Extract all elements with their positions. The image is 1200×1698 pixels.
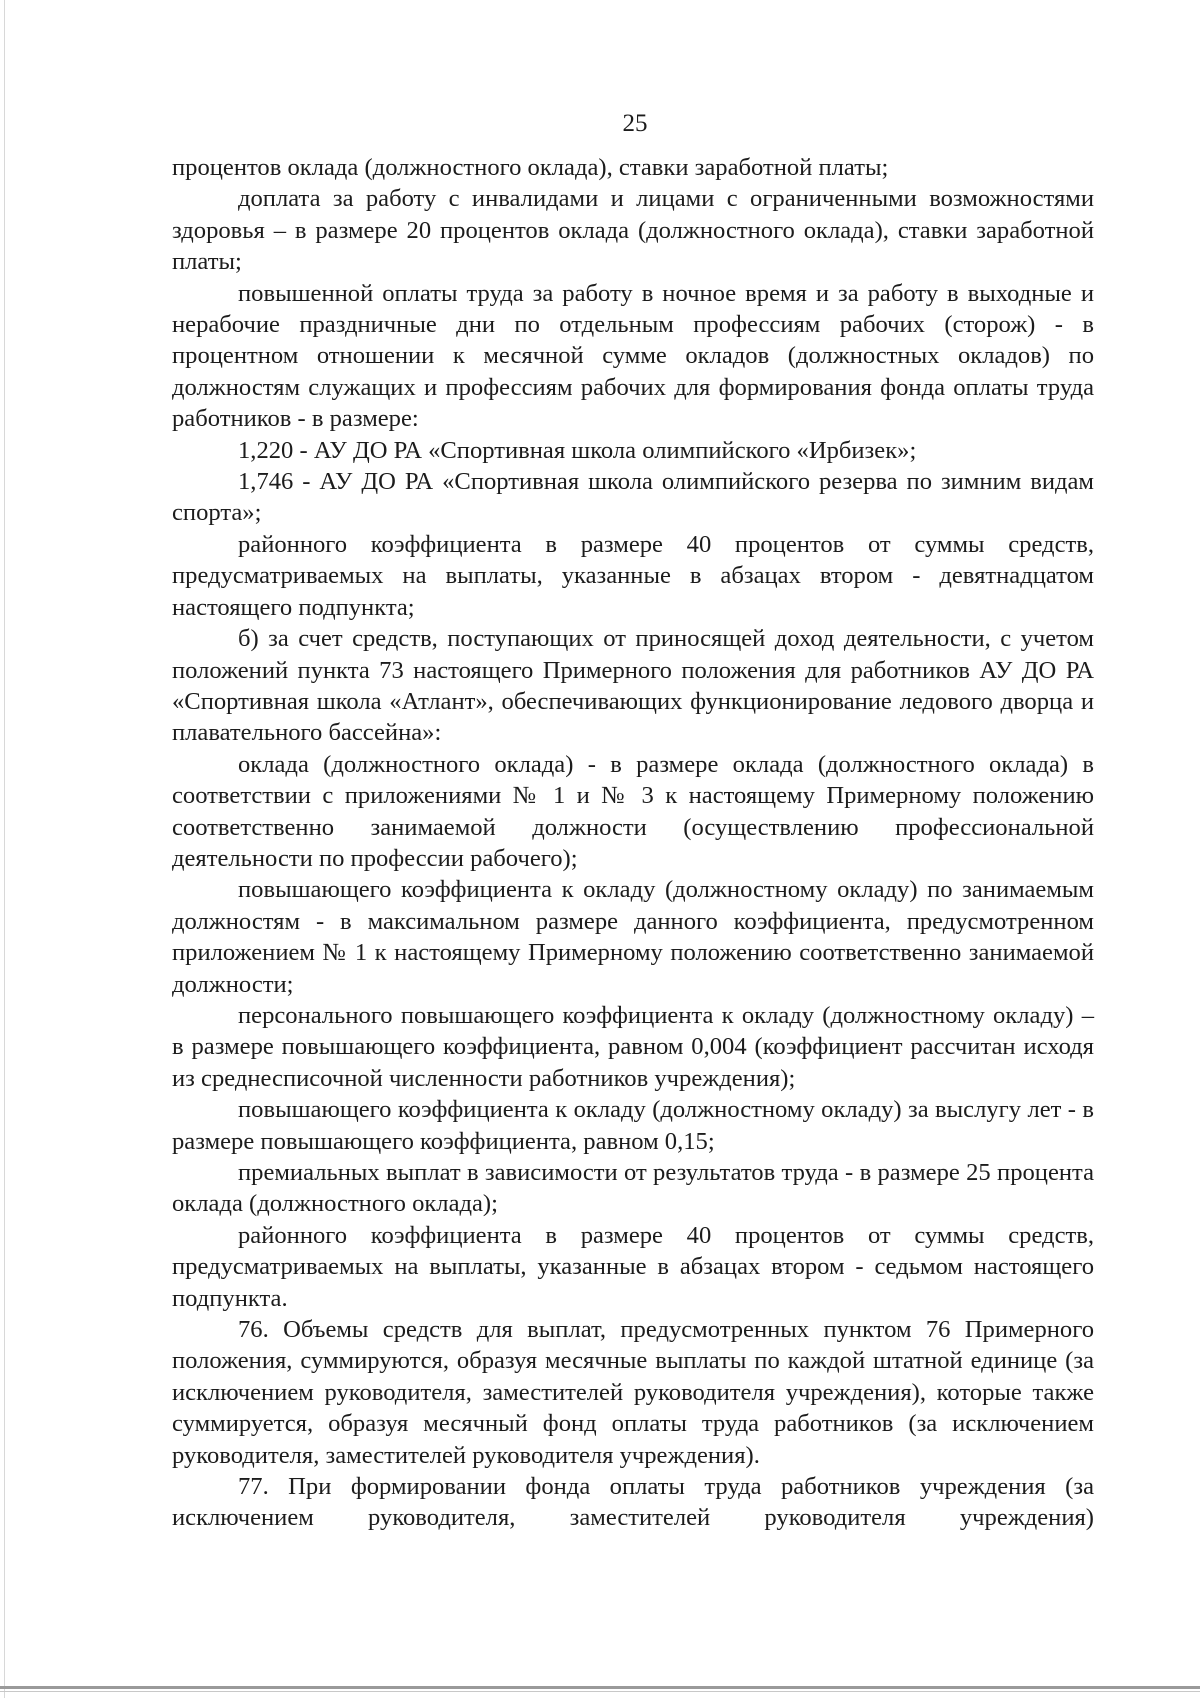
paragraph: повышающего коэффициента к окладу (должностному окладу) за выслугу лет - в размере повышающего коэффициента, равном 0,15;: [172, 1096, 1094, 1155]
paragraph: оклада (должностного оклада) - в размере оклада (должностного оклада) в соответствии с приложениями № 1 и № 3 к настоящему Примерному положению соответственно занимаемой должности (осуществлению профессиональной деятельности по профессии рабочего);: [172, 750, 1094, 872]
paragraph: 1,220 - АУ ДО РА «Спортивная школа олимпийского «Ирбизек»;: [238, 436, 917, 464]
paragraph: районного коэффициента в размере 40 процентов от суммы средств, предусматриваемых на выплаты, указанные в абзацах втором - седьмом настоящего подпункта.: [172, 1221, 1094, 1312]
scan-bottom-edge: [0, 1686, 1200, 1689]
page-number: 25: [622, 110, 648, 137]
paragraph: процентов оклада (должностного оклада), ставки заработной платы;: [172, 154, 889, 181]
paragraph: доплата за работу с инвалидами и лицами с ограниченными возможностями здоровья – в размере 20 процентов оклада (должностного оклада), ставки заработной платы;: [172, 185, 1094, 276]
page-edge: [4, 0, 5, 1698]
paragraph: повышенной оплаты труда за работу в ночное время и за работу в выходные и нерабочие праздничные дни по отдельным профессиям рабочих (сторож) - в процентном отношении к месячной сумме окладов (должностных окладов) по должностям служащих и профессиям рабочих для формирования фонда оплаты труда работников - в размере:: [172, 279, 1094, 433]
paragraph: 76. Объемы средств для выплат, предусмотренных пунктом 76 Примерного положения, суммируются, образуя месячные выплаты по каждой штатной единице (за исключением руководителя, заместителей руководителя учреждения), которые также суммируется, образуя месячный фонд оплаты труда работников (за исключением руководителя, заместителей руководителя учреждения).: [172, 1316, 1094, 1469]
document-body: [172, 152, 1094, 1534]
scan-bottom-edge-line: [0, 1691, 1200, 1692]
paragraph: 77. При формировании фонда оплаты труда работников учреждения (за исключением руководителя, заместителей руководителя учреждения): [172, 1473, 1094, 1532]
paragraph: б) за счет средств, поступающих от приносящей доход деятельности, с учетом положений пункта 73 настоящего Примерного положения для работников АУ ДО РА «Спортивная школа «Атлант», обеспечивающих функционирование ледового дворца и плавательного бассейна»:: [172, 625, 1094, 747]
paragraph: районного коэффициента в размере 40 процентов от суммы средств, предусматриваемых на выплаты, указанные в абзацах втором - девятнадцатом настоящего подпункта;: [172, 530, 1094, 621]
paragraph: 1,746 - АУ ДО РА «Спортивная школа олимпийского резерва по зимним видам спорта»;: [172, 468, 1094, 527]
paragraph: повышающего коэффициента к окладу (должностному окладу) по занимаемым должностям - в максимальном размере данного коэффициента, предусмотренном приложением № 1 к настоящему Примерному положению соответственно занимаемой должности;: [172, 876, 1094, 998]
paragraph: премиальных выплат в зависимости от результатов труда - в размере 25 процента оклада (должностного оклада);: [172, 1159, 1094, 1218]
paragraph: персонального повышающего коэффициента к окладу (должностному окладу) – в размере повышающего коэффициента, равном 0,004 (коэффициент рассчитан исходя из среднесписочной численности работников учреждения);: [172, 1001, 1094, 1092]
